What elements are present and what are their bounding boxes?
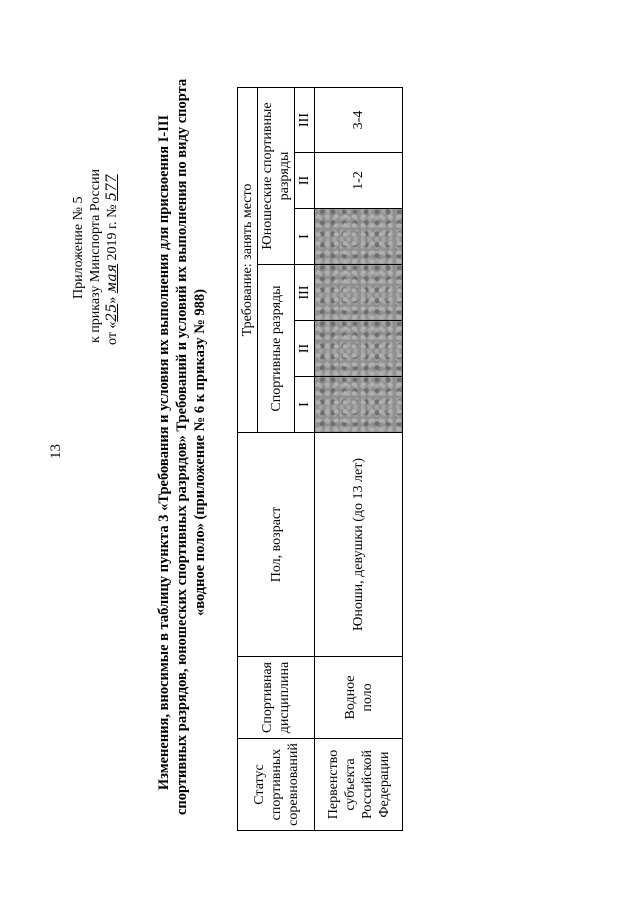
header-youth-ranks: Юношеские спортивные разряды — [258, 88, 295, 265]
date-mid: » — [105, 296, 120, 304]
header-rank-3: III — [295, 265, 315, 321]
heading-line-3: «водное поло» (приложение № 6 к приказу № 988) — [192, 288, 208, 617]
date-prefix: от « — [105, 321, 120, 345]
header-status: Статус спортивных соревнований — [238, 739, 315, 831]
cell-youth-rank-3: 3-4 — [315, 88, 403, 153]
cell-rank-1-shaded — [315, 377, 403, 433]
date-month: мая — [104, 264, 120, 294]
appendix-title: Приложение № 5 — [71, 196, 86, 299]
header-youth-rank-2: II — [295, 153, 315, 209]
header-rank-2: II — [295, 321, 315, 377]
cell-discipline: Водное поло — [315, 657, 403, 739]
date-day: 25 — [104, 303, 120, 322]
page-number: 13 — [48, 444, 64, 459]
header-sport-ranks: Спортивные разряды — [258, 265, 295, 433]
requirements-table — [237, 87, 403, 831]
cell-rank-2-shaded — [315, 321, 403, 377]
appendix-block — [70, 85, 121, 345]
header-gender-age: Пол, возраст — [238, 433, 315, 657]
heading-line-2: спортивных разрядов, юношеских спортивных разрядов» Требований и условий их выполнения по виду спорта — [174, 78, 190, 815]
header-rank-1: I — [295, 377, 315, 433]
date-number: 577 — [104, 174, 120, 201]
date-year: 2019 г. № — [105, 204, 120, 261]
cell-status: Первенство субъекта Российской Федерации — [315, 739, 403, 831]
cell-youth-rank-1-shaded — [315, 209, 403, 265]
document-heading — [155, 78, 209, 815]
cell-youth-rank-2: 1-2 — [315, 153, 403, 209]
header-requirement: Требование: занять место — [238, 88, 258, 433]
appendix-order-line: к приказу Минспорта России — [88, 169, 103, 343]
cell-gender-age: Юноши, девушки (до 13 лет) — [315, 433, 403, 657]
cell-rank-3-shaded — [315, 265, 403, 321]
header-youth-rank-1: I — [295, 209, 315, 265]
appendix-date-line — [104, 85, 121, 345]
header-discipline: Спортивная дисциплина — [238, 657, 315, 739]
header-youth-rank-3: III — [295, 88, 315, 153]
table-row — [315, 88, 403, 831]
heading-line-1: Изменения, вносимые в таблицу пункта 3 «Требования и условия их выполнения для присвоения I-III — [156, 114, 172, 791]
